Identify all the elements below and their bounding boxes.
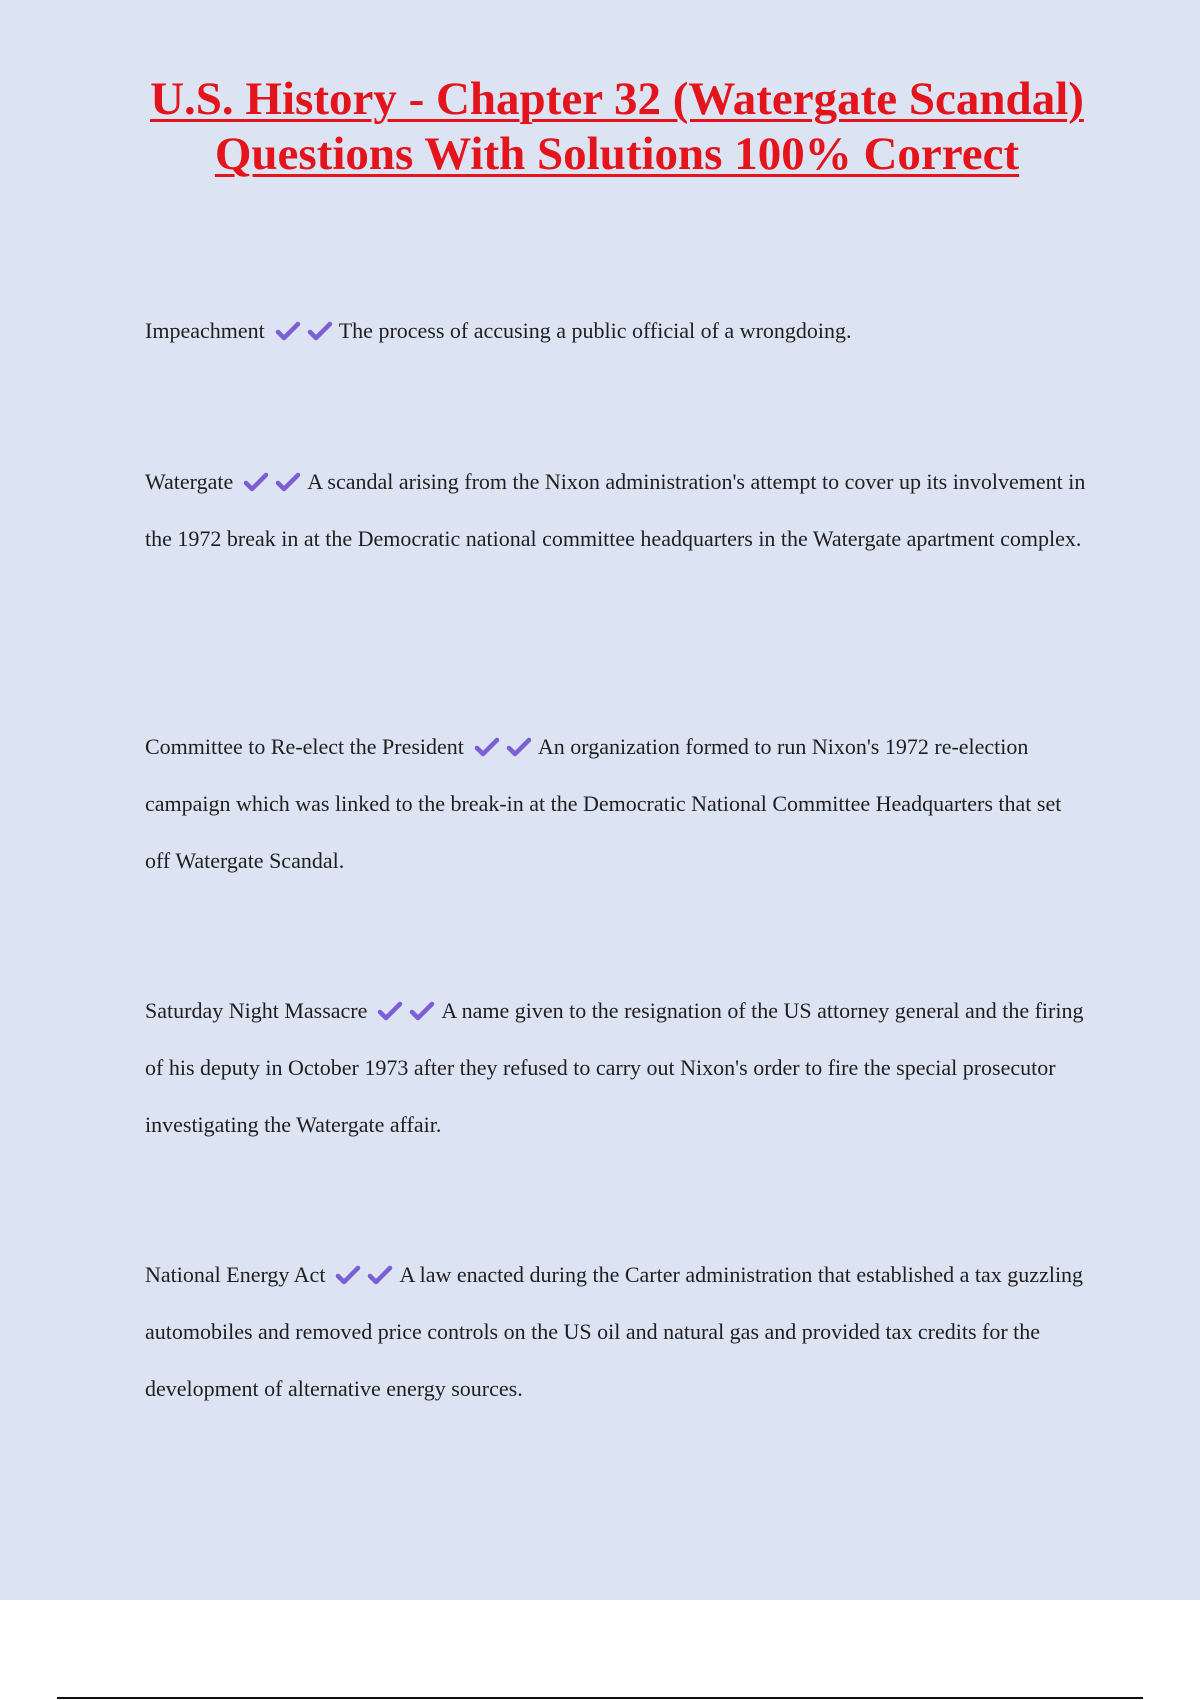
checkmark-icon [335, 1265, 361, 1285]
checkmark-icon [409, 1001, 435, 1021]
checkmark-icon [377, 1001, 403, 1021]
entry-definition: A scandal arising from the Nixon administration's attempt to cover up its involvement in the 1972 break in at the Democratic national committee headquarters in the Watergate apartment complex. [145, 469, 1086, 551]
checkmark-icon [307, 321, 333, 341]
entry-watergate [145, 453, 1090, 567]
entry-impeachment [145, 302, 1090, 359]
footer-divider [57, 1697, 1143, 1699]
entry-definition: The process of accusing a public official of a wrongdoing. [338, 318, 852, 343]
checkmark-icon [474, 737, 500, 757]
entry-term: Watergate [145, 469, 234, 494]
entry-term: National Energy Act [145, 1262, 326, 1287]
checkmark-icon [243, 472, 269, 492]
checkmark-icon [275, 321, 301, 341]
entry-saturday-night-massacre [145, 982, 1090, 1153]
entry-definition: A name given to the resignation of the US attorney general and the firing of his deputy in October 1973 after they refused to carry out Nixon's order to fire the special prosecutor investigating the Watergate affair. [145, 998, 1084, 1137]
entry-national-energy-act [145, 1246, 1090, 1417]
entry-definition: A law enacted during the Carter administration that established a tax guzzling automobiles and removed price controls on the US oil and natural gas and provided tax credits for the development of alternative energy sources. [145, 1262, 1084, 1401]
entry-definition: An organization formed to run Nixon's 1972 re-election campaign which was linked to the break-in at the Democratic National Committee Headquarters that set off Watergate Scandal. [145, 734, 1062, 873]
entry-term: Committee to Re-elect the President [145, 734, 464, 759]
entry-committee-to-re-elect [145, 718, 1090, 889]
entry-term: Saturday Night Massacre [145, 998, 368, 1023]
checkmark-icon [275, 472, 301, 492]
checkmark-icon [506, 737, 532, 757]
checkmark-icon [367, 1265, 393, 1285]
entry-term: Impeachment [145, 318, 265, 343]
document-title: U.S. History - Chapter 32 (Watergate Scandal) Questions With Solutions 100% Correct [150, 73, 1084, 180]
